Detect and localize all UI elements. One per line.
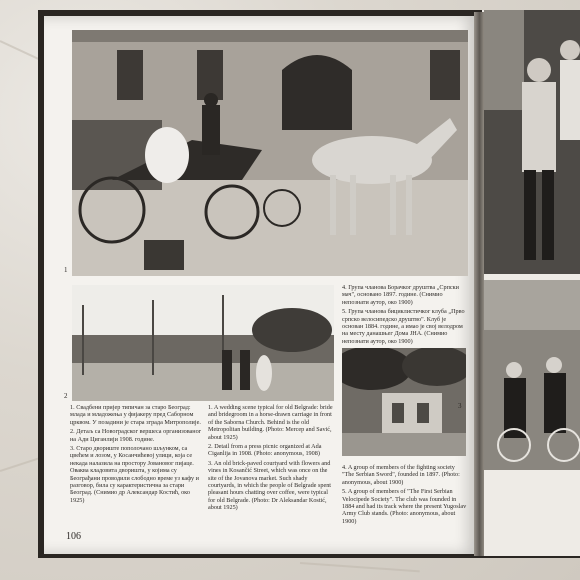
captions-serbian-right bbox=[342, 284, 468, 345]
caption-3-en: 3. An old brick-paved courtyard with flowers and vines in Kosančić Street, which was once on the site of the Jovanova market. Such shady courtyards, in which the people of Belgrade spent pleasant hours chatting over coffee, were typical for old Belgrade. (Photo: Dr Aleksandar Kostić, about 1925) bbox=[208, 459, 332, 512]
photo-number: 2 bbox=[64, 392, 68, 400]
page-number: 106 bbox=[66, 531, 81, 542]
captions-english-left bbox=[208, 404, 336, 512]
caption-3-sr: 3. Старо двориште пополочано шљунком, са цвећем и лозом, у Косанчићевој улици, која се некада налазила на простору Јовановог пијаце. Оваква кладовита дворишта, у којима су Београђани проводили слободно време уз кафу и разговор, била су карактеристична за стари Београд. (Снимио др Александар Костић, око 1925) bbox=[70, 445, 199, 504]
caption-4-sr: 4. Група чланова Борачког друштва „Српски мач", основано 1897. године. (Снимио непознати аутор, око 1900) bbox=[342, 284, 459, 306]
photo-fighting-society bbox=[484, 10, 580, 274]
caption-1-sr: 1. Свадбени пријер типичан за старо Београд: млада и младожења у фијакеру пред Саборном црквом. У позадини је стара зграда Митрополије. bbox=[70, 404, 201, 426]
caption-2-en: 2. Detail from a press picnic organized at Ada Ciganlija in 1908. (Photo: anonymous, 1908) bbox=[208, 443, 322, 458]
captions-english-right bbox=[342, 464, 468, 525]
caption-5-sr: 5. Група чланова бициклистичког клуба „Прво српско велосипедско друштво". Клуб је основан 1884. године, а имао је свој велодром на месту данашњег Дома ЈНА. (Снимио непознати аутор, око 1900) bbox=[342, 308, 465, 345]
caption-5-en: 5. A group of members of "The First Serbian Velocipede Society". The club was founded in 1884 and had its track where the present Yugoslav Army Club stands. (Photo: anonymous, about 1900) bbox=[342, 488, 467, 525]
caption-1-en: 1. A wedding scene typical for old Belgrade: bride and bridegroom in a horse-drawn carriage in front of the Saborna Church. Behind is the old Metropolitan building. (Photo: Mercep and Savić, about 1925) bbox=[208, 404, 333, 441]
photo-velocipede-society bbox=[484, 280, 580, 470]
caption-4-en: 4. A group of members of the fighting society "The Serbian Sword", founded in 1897. (Photo: anonymous, about 1900) bbox=[342, 464, 460, 486]
photo-courtyard bbox=[342, 348, 466, 456]
photo-number: 1 bbox=[64, 266, 68, 274]
book-gutter bbox=[474, 12, 484, 556]
marble-vein bbox=[300, 562, 420, 572]
caption-2-sr: 2. Детаљ са Новоградског вершеса организованог на Ади Циганлији 1908. године. bbox=[70, 428, 202, 443]
photo-number: 3 bbox=[458, 402, 462, 410]
photo-press-picnic bbox=[72, 285, 334, 401]
photo-wedding-carriage bbox=[72, 30, 468, 276]
captions-serbian-left bbox=[70, 404, 202, 504]
